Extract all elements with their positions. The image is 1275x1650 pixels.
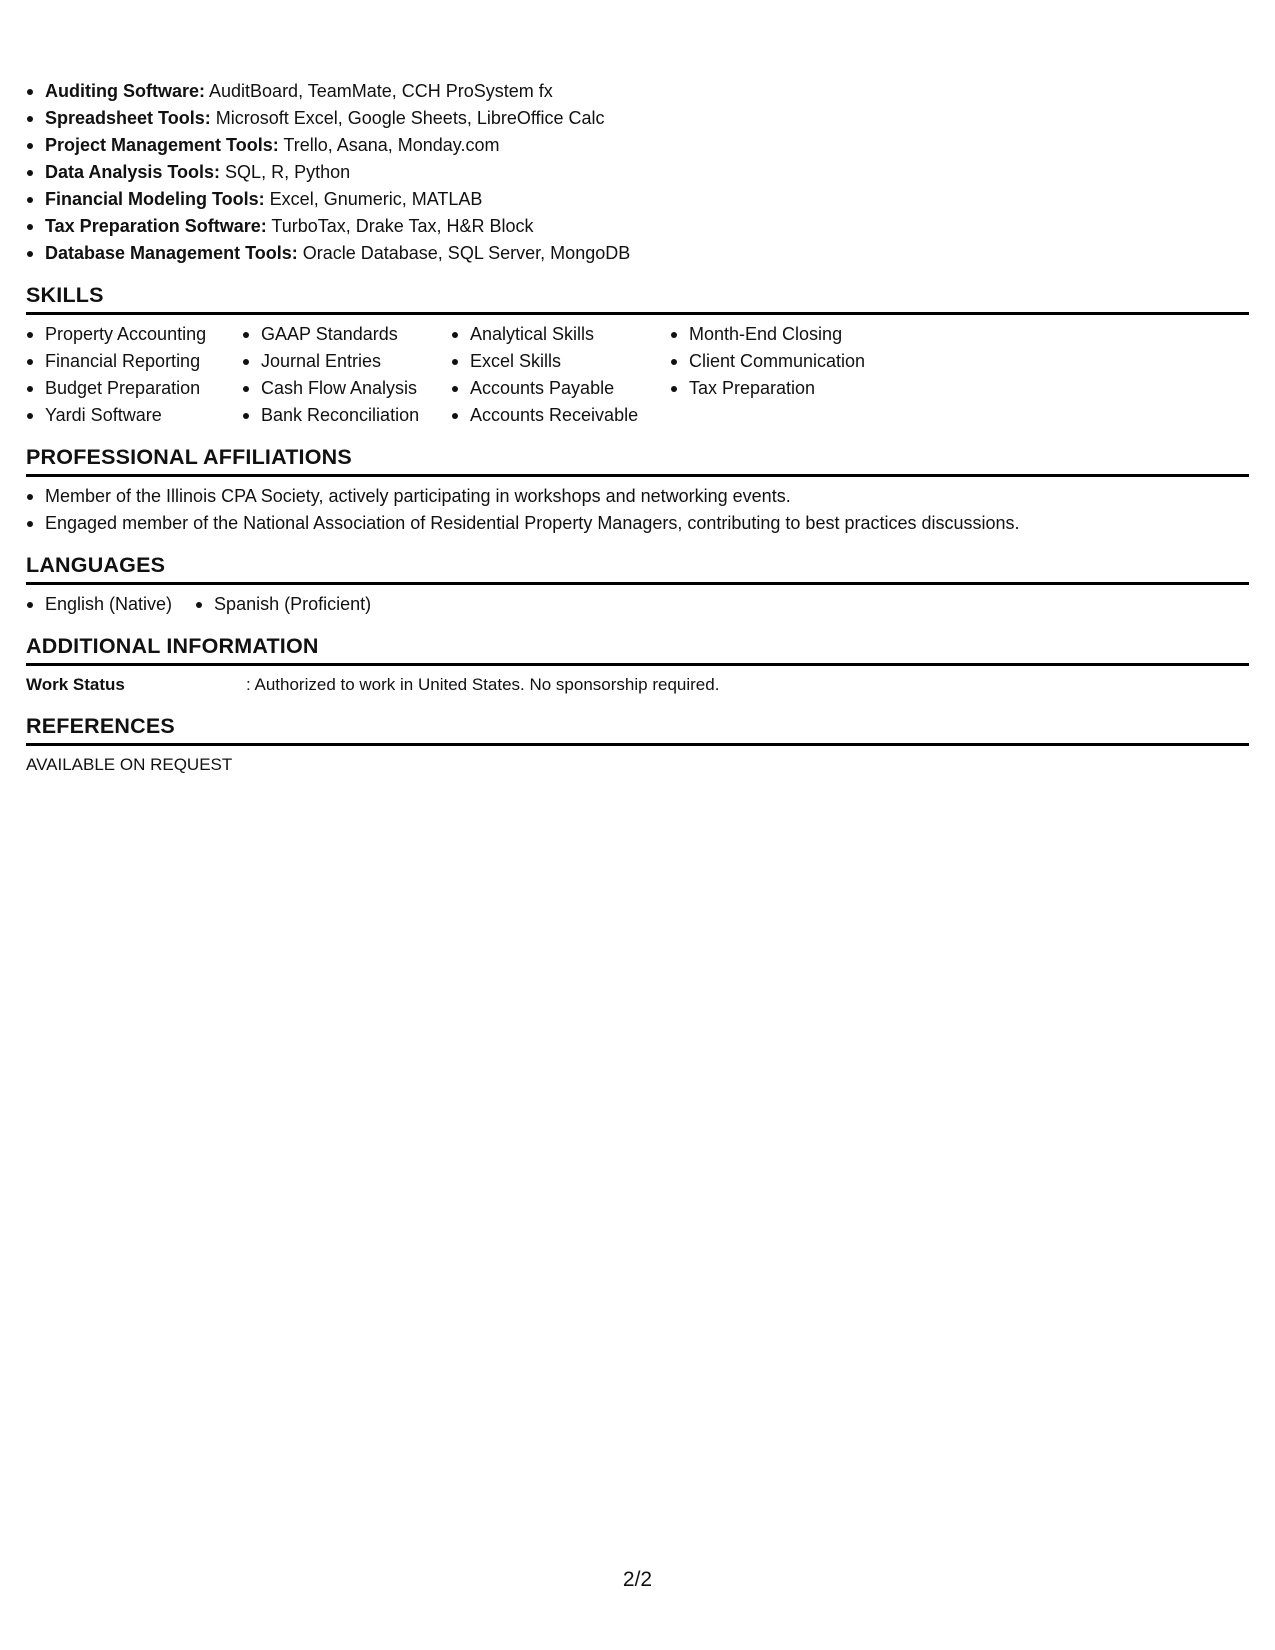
page-number: 2/2 xyxy=(622,1568,653,1591)
section-heading-affiliations: PROFESSIONAL AFFILIATIONS xyxy=(26,443,1249,477)
list-item xyxy=(26,186,1249,213)
tool-label: Data Analysis Tools: xyxy=(45,162,221,182)
resume-page xyxy=(26,78,1249,778)
tool-label: Project Management Tools: xyxy=(45,135,279,155)
list-item xyxy=(26,159,1249,186)
work-status-label: Work Status xyxy=(26,675,125,694)
list-item: Journal Entries xyxy=(242,348,451,375)
skills-column xyxy=(451,321,670,429)
list-item: Property Accounting xyxy=(26,321,242,348)
list-item: Accounts Receivable xyxy=(451,402,670,429)
skills-grid xyxy=(26,321,1249,429)
list-item: Bank Reconciliation xyxy=(242,402,451,429)
references-section xyxy=(26,712,1249,778)
tool-label: Financial Modeling Tools: xyxy=(45,189,265,209)
skills-column xyxy=(242,321,451,429)
list-item: GAAP Standards xyxy=(242,321,451,348)
tool-label: Tax Preparation Software: xyxy=(45,216,267,236)
skills-section xyxy=(26,281,1249,429)
work-status-row xyxy=(26,672,1249,698)
list-item: Cash Flow Analysis xyxy=(242,375,451,402)
tool-value: Oracle Database, SQL Server, MongoDB xyxy=(297,243,631,263)
list-item: Excel Skills xyxy=(451,348,670,375)
list-item: Financial Reporting xyxy=(26,348,242,375)
tool-label: Auditing Software: xyxy=(45,81,205,101)
list-item: Member of the Illinois CPA Society, actively participating in workshops and networking events. xyxy=(26,483,1249,510)
list-item: Budget Preparation xyxy=(26,375,242,402)
tool-value: Microsoft Excel, Google Sheets, LibreOffice Calc xyxy=(210,108,605,128)
affiliations-section xyxy=(26,443,1249,537)
list-item xyxy=(26,240,1249,267)
list-item: Month-End Closing xyxy=(670,321,910,348)
references-text: AVAILABLE ON REQUEST xyxy=(26,755,233,774)
section-heading-languages: LANGUAGES xyxy=(26,551,1249,585)
tool-label: Spreadsheet Tools: xyxy=(45,108,211,128)
list-item: Analytical Skills xyxy=(451,321,670,348)
tool-value: TurboTax, Drake Tax, H&R Block xyxy=(266,216,534,236)
tool-label: Database Management Tools: xyxy=(45,243,298,263)
section-heading-references: REFERENCES xyxy=(26,712,1249,746)
list-item: Accounts Payable xyxy=(451,375,670,402)
section-heading-skills: SKILLS xyxy=(26,281,1249,315)
list-item xyxy=(26,132,1249,159)
list-item: Spanish (Proficient) xyxy=(195,591,371,618)
section-heading-additional: ADDITIONAL INFORMATION xyxy=(26,632,1249,666)
tool-value: AuditBoard, TeamMate, CCH ProSystem fx xyxy=(205,81,553,101)
skills-column xyxy=(26,321,242,429)
list-item xyxy=(26,78,1249,105)
affiliations-list xyxy=(26,483,1249,537)
languages-list xyxy=(26,591,1249,618)
skills-column xyxy=(670,321,910,429)
list-item: Yardi Software xyxy=(26,402,242,429)
list-item xyxy=(26,213,1249,240)
list-item: English (Native) xyxy=(26,591,172,618)
list-item: Client Communication xyxy=(670,348,910,375)
tools-list xyxy=(26,78,1249,267)
tool-value: SQL, R, Python xyxy=(220,162,351,182)
work-status-value: : Authorized to work in United States. No sponsorship required. xyxy=(246,675,720,694)
tool-value: Trello, Asana, Monday.com xyxy=(278,135,500,155)
additional-info-section xyxy=(26,632,1249,698)
list-item xyxy=(26,105,1249,132)
list-item: Engaged member of the National Association of Residential Property Managers, contributing to best practices discussions. xyxy=(26,510,1249,537)
list-item: Tax Preparation xyxy=(670,375,910,402)
tool-value: Excel, Gnumeric, MATLAB xyxy=(264,189,483,209)
languages-section xyxy=(26,551,1249,618)
